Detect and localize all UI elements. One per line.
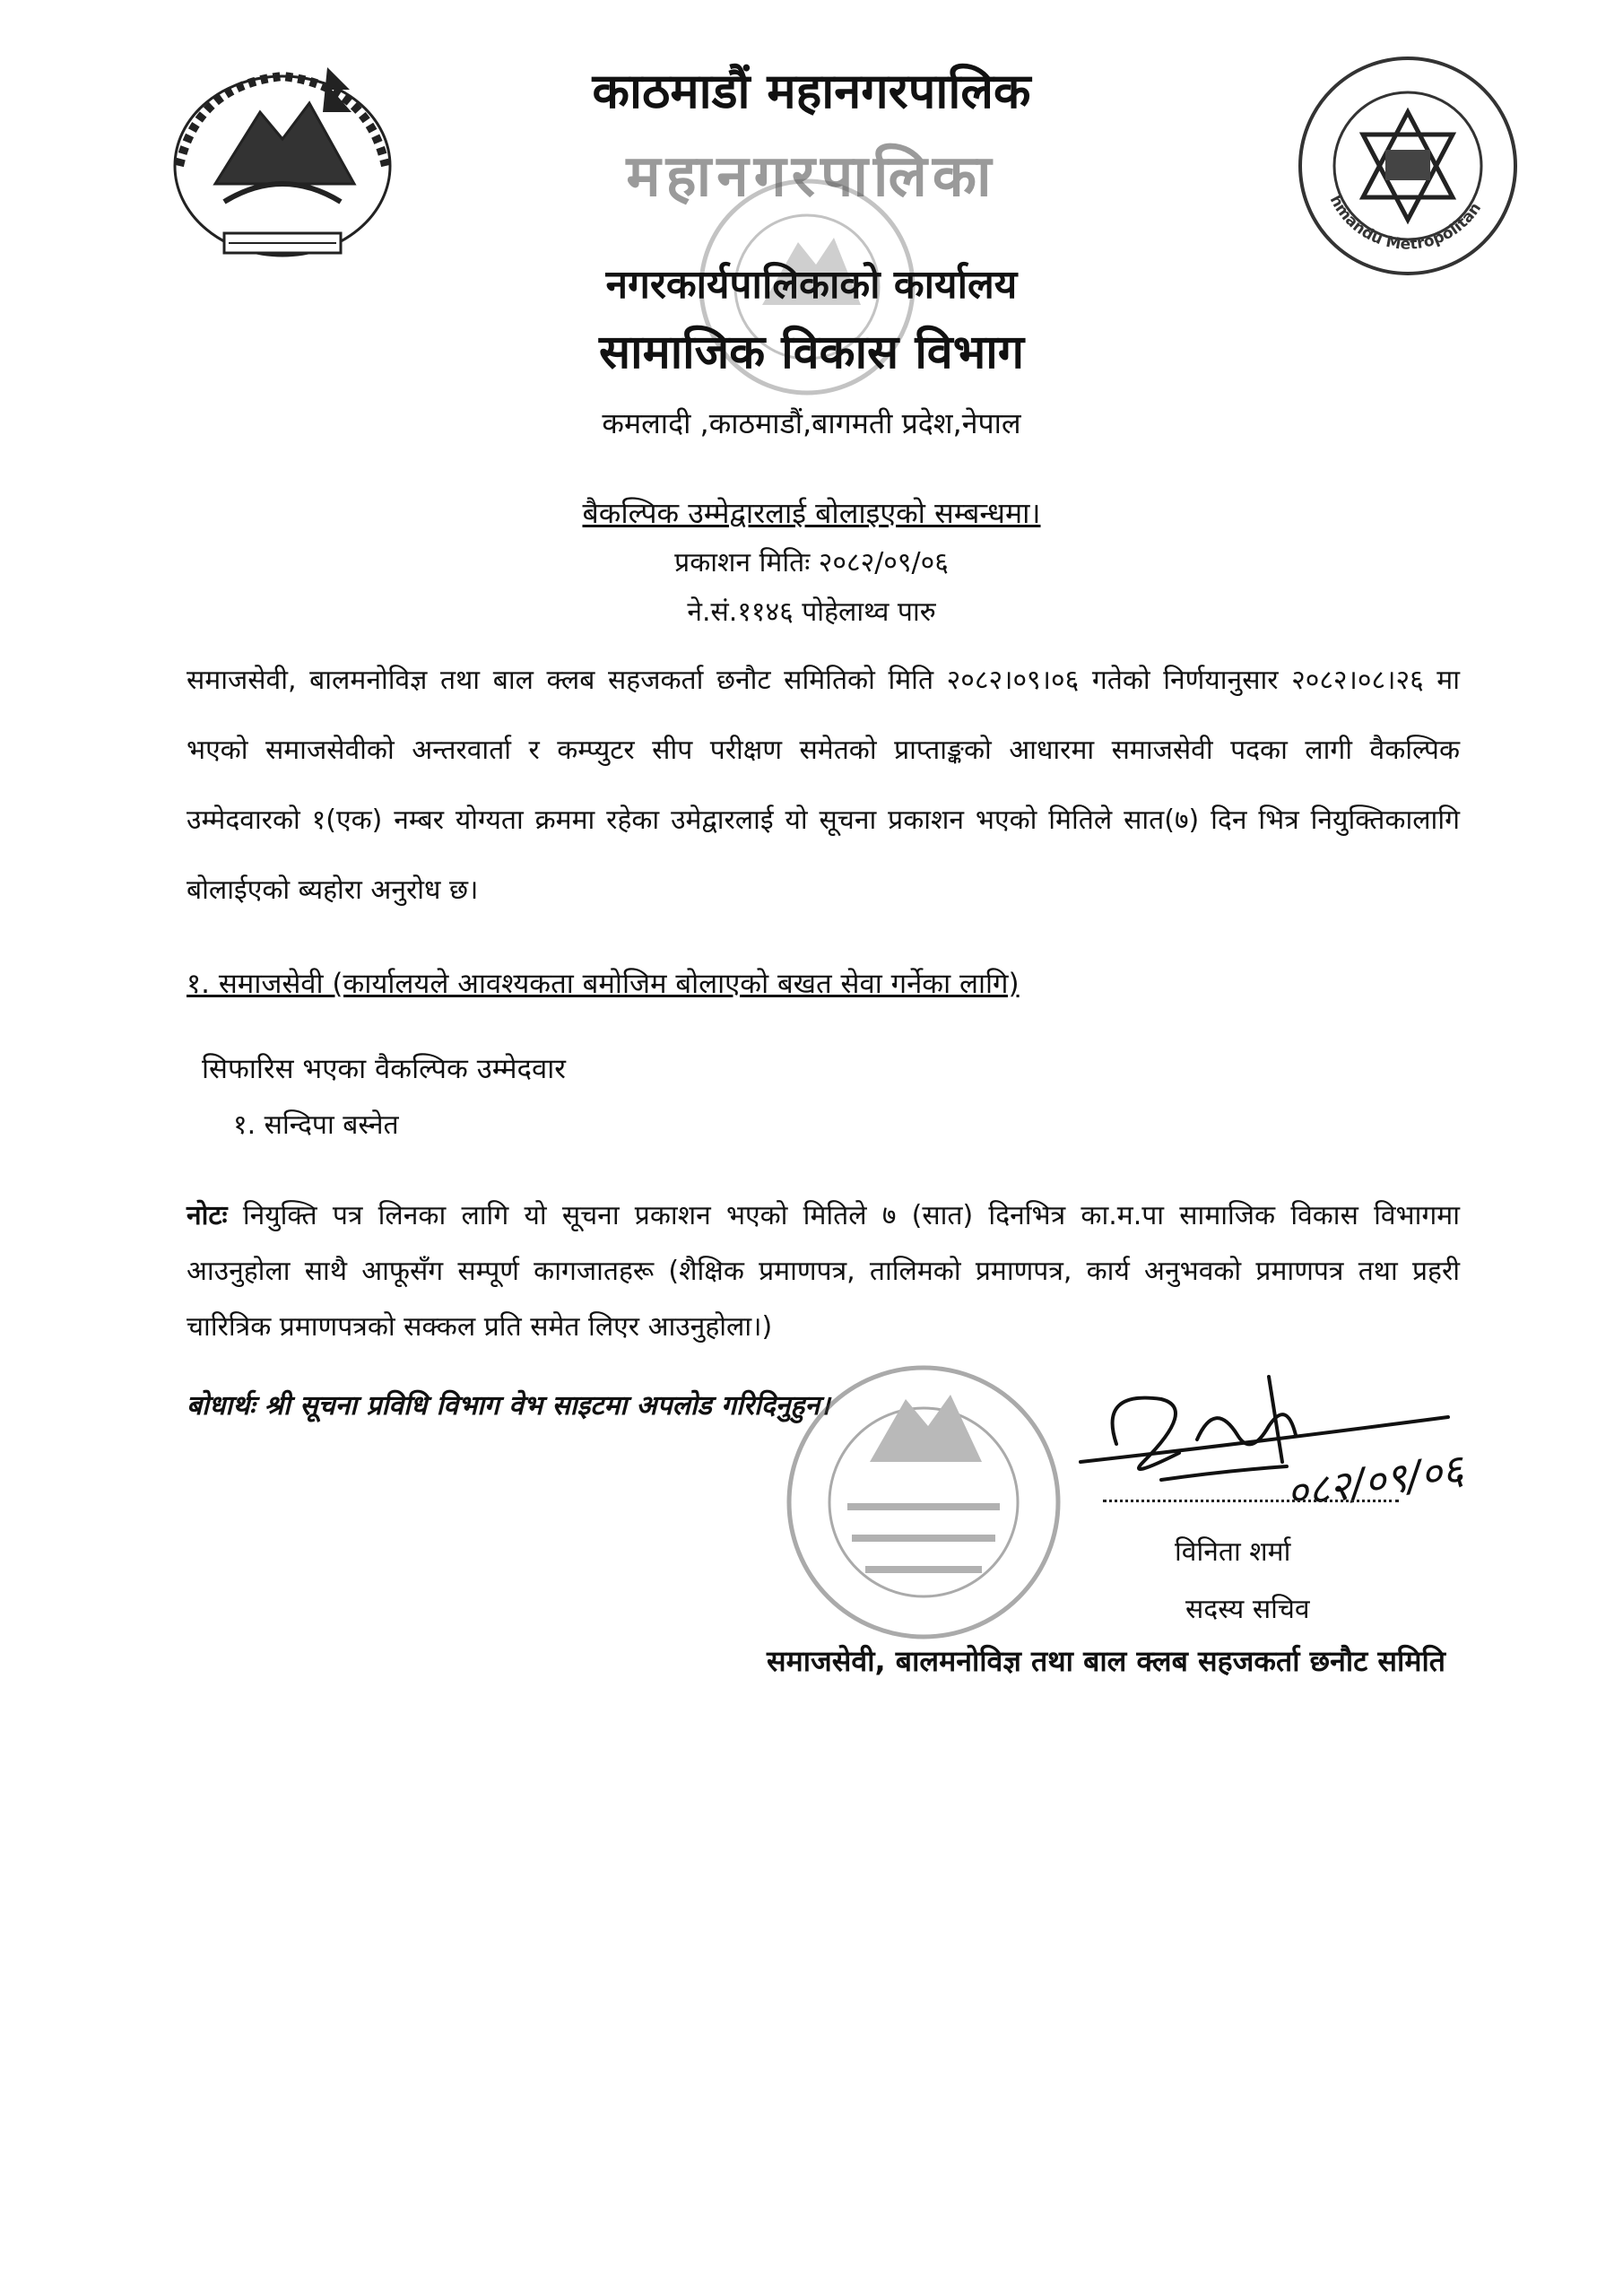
notice-subject: बैकल्पिक उम्मेद्वारलाई बोलाइएको सम्बन्धमा। [582,496,1041,530]
nepal-sambat-date: ने.सं.११४६ पोहेलाथ्व पारु [687,596,936,628]
department-name: सामाजिक विकास विभाग [599,326,1024,379]
committee-name: समाजसेवी, बालमनोविज्ञ तथा बाल क्लब सहजकर्ता छनौट समिति [767,1644,1445,1678]
signer-title: सदस्य सचिव [1185,1594,1310,1625]
signer-name: विनिता शर्मा [1175,1536,1291,1568]
office-stamp-icon [780,1354,1067,1650]
note-label: नोटः [187,1200,228,1231]
address: कमलादी ,काठमाडौं,बागमती प्रदेश,नेपाल [602,406,1021,440]
candidate-item: १. सन्दिपा बस्नेत [233,1109,399,1141]
note-text: नियुक्ति पत्र लिनका लागि यो सूचना प्रकाशन भएको मितिले ७ (सात) दिनभित्र का.म.पा सामाजिक विकास विभागमा आउनुहोला साथै आफूसँग सम्पूर्ण कागजातहरू (शैक्षिक प्रमाणपत्र, तालिमको प्रमाणपत्र, कार्य अनुभवको प्रमाणपत्र तथा प्रहरी चारित्रिक प्रमाणपत्रको सक्कल प्रति समेत लिएर आउनुहोला।) [187,1200,1460,1343]
recommended-label: सिफारिस भएका वैकल्पिक उम्मेदवार [202,1053,566,1085]
post-heading: १. समाजसेवी (कार्यालयले आवश्यकता बमोजिम बोलाएको बखत सेवा गर्नेका लागि) [187,968,1020,1000]
signature-line [1103,1500,1399,1502]
handwritten-date: ०८२/०९/०६ [1283,1444,1467,1516]
org-title: काठमाडौं महानगरपालिक [592,63,1031,119]
cc-line: बोधार्थः श्री सूचना प्रविधि विभाग वेभ साइटमा अपलोड गरिदिनुहुन। [187,1390,830,1422]
notice-body: समाजसेवी, बालमनोविज्ञ तथा बाल क्लब सहजकर्ता छनौट समितिको मिति २०८२।०९।०६ गतेको निर्णयानुसार २०८२।०८।२६ मा भएको समाजसेवीको अन्तरवार्ता र कम्प्युटर सीप परीक्षण समेतको प्राप्ताङ्कको आधारमा समाजसेवी पदका लागी वैकल्पिक उम्मेदवारको १(एक) नम्बर योग्यता क्रममा रहेका उमेद्वारलाई यो सूचना प्रकाशन भएको मितिले सात(७) दिन भित्र नियुक्तिकालागि बोलाईएको ब्यहोरा अनुरोध छ। [187,665,1460,906]
signature-icon [1063,1363,1475,1516]
published-date: प्रकाशन मितिः २०८२/०९/०६ [674,547,949,578]
office-name: नगरकार्यपालिकाको कार्यालय [605,262,1018,308]
watermark-text: महानगरपालिका [626,144,997,210]
note-paragraph [187,1188,1460,1355]
seal-caption: hmandu Metropolitan [1325,192,1486,254]
